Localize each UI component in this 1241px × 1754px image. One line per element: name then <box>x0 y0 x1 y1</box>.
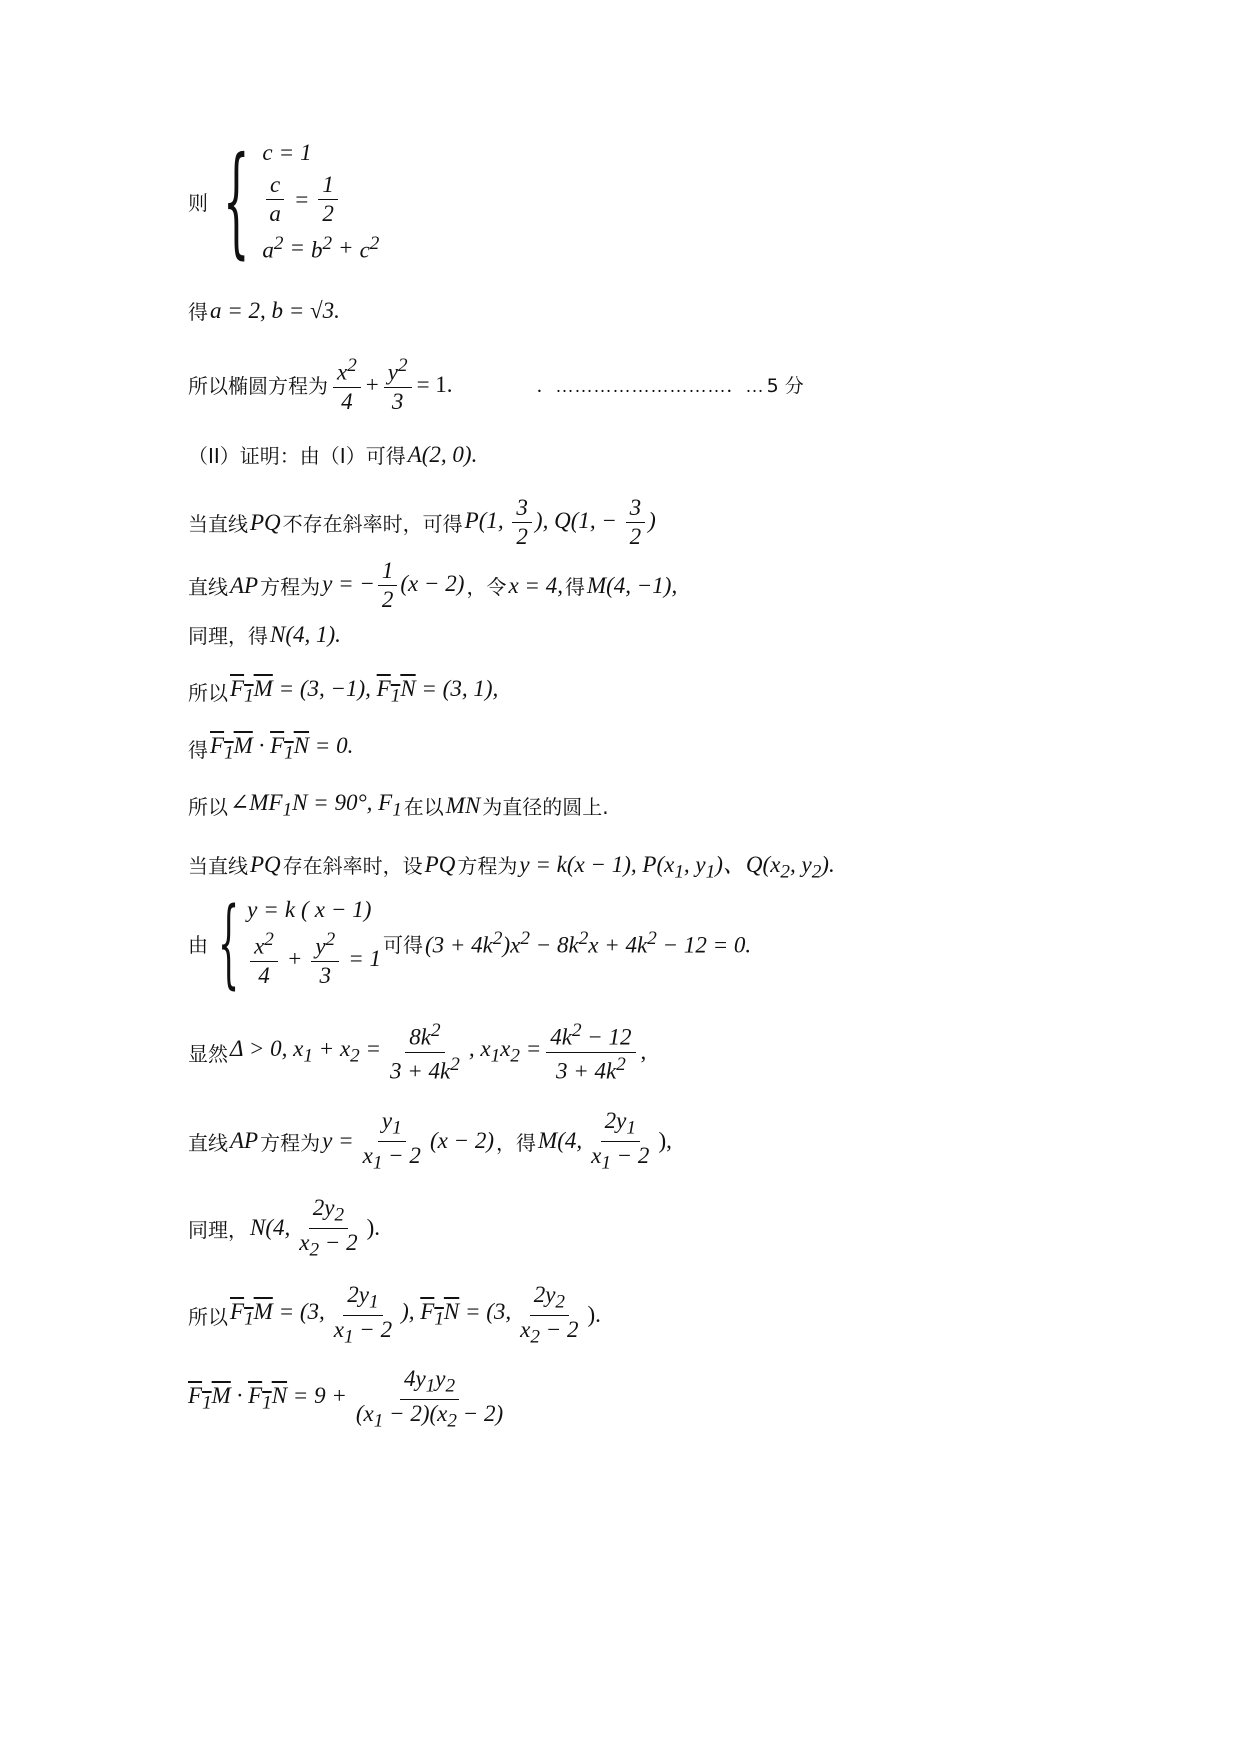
vectors-general: 所以 $F_1M = (3$, $\frac{2y_1}{x_1 - 2}$ ), $F_1N = (3$, $\frac{2y_2}{x_2 - 2}$ ). <box>188 1282 601 1348</box>
vieta-line: 显然 Δ > 0, $x_1 + x_2$ = $\frac{8k^2}{3 + 4k^2}$ , $x_1x_2$ = $\frac{4k^2 - 12}{3 + 4k^2}$ , <box>188 1020 647 1084</box>
label-ze: 则 <box>188 191 208 216</box>
frac-x2-4: $\frac{x^2}{4}$ <box>333 355 361 415</box>
score-label: 5 分 <box>766 375 804 398</box>
dot-product-general: $F_1M \cdot F_1N = 9$ + $\frac{4y_1y_2}{(x_1 - 2)(x_2 - 2)}$ <box>188 1366 504 1432</box>
angle-90: 所以 $\angle MF_1N = 90^\circ$, $F_1$ 在以 MN 为直径的圆上. <box>188 790 609 821</box>
line-AP-equation: 直线 AP 方程为 y = − $\frac{1}{2}$ (x − 2) ，令 x = 4, 得 M(4, −1), <box>188 558 678 612</box>
point-A: A(2, 0). <box>407 441 478 467</box>
slope-case: 当直线 PQ 存在斜率时，设 PQ 方程为 y = k(x − 1), $P(x_1$, $y_1$)、$Q(x_2$, $y_2$). <box>188 851 835 883</box>
points-P-Q: P(1, $\frac{3}{2}$ ), Q(1, − $\frac{3}{2}$ ) <box>464 495 656 549</box>
eq-a2-b2-c2: $a^2$ = $b^2$ + $c^2$ <box>262 233 380 263</box>
system-abc <box>188 131 380 271</box>
equation-system <box>210 131 380 271</box>
math-a-b: a = 2, b = √3. <box>210 297 340 323</box>
system-rows <box>262 140 379 264</box>
left-brace: { <box>222 131 250 271</box>
eq-c-over-a: $\frac{c}{a}$ = $\frac{1}{2}$ <box>262 172 379 227</box>
dot-product-zero: 得 $F_1M \cdot F_1N = 0$. <box>188 733 354 764</box>
frac-half: $\frac{1}{2}$ <box>318 172 338 227</box>
leader-dots: ．………………………．… <box>536 375 765 396</box>
point-N-general: 同理， N(4, $\frac{2y_2}{x_2 - 2}$ ). <box>188 1195 381 1261</box>
eq-c-equals-1: c = 1 <box>262 140 312 165</box>
no-slope-case: 当直线 PQ 不存在斜率时，可得 P(1, $\frac{3}{2}$ ), Q(1, − $\frac{3}{2}$ ) <box>188 495 656 549</box>
frac-c-a: $\frac{c}{a}$ <box>265 172 285 227</box>
frac-y2-3: $\frac{y^2}{3}$ <box>384 355 412 415</box>
system-line-ellipse: 由 { y = k ( x − 1) $\frac{x^2}{4}$ + $\frac{y^2}{3}$ = 1 可得 $(3 + 4k^2)x^2 - 8k^2x + 4k^2 - 12 = 0$. <box>188 887 752 999</box>
vectors-F1M-F1N: 所以 $F_1M = (3$, −1), $F_1N = (3$, 1), <box>188 676 499 707</box>
part-two-intro: （II）证明：由（I）可得 A(2, 0). <box>188 441 478 468</box>
ellipse-equation-line: 所以椭圆方程为 $\frac{x^2}{4}$ + $\frac{y^2}{3}$ = 1. ．………………………．… 5 分 <box>188 355 804 414</box>
point-N: 同理，得 N(4, 1). <box>188 621 341 648</box>
line-AP-general: 直线 AP 方程为 y = $\frac{y_1}{x_1 - 2}$ (x − 2) ，得 M(4, $\frac{2y_1}{x_1 - 2}$ ), <box>188 1108 672 1174</box>
result-a-b: 得 a = 2, b = √3. <box>188 297 340 324</box>
